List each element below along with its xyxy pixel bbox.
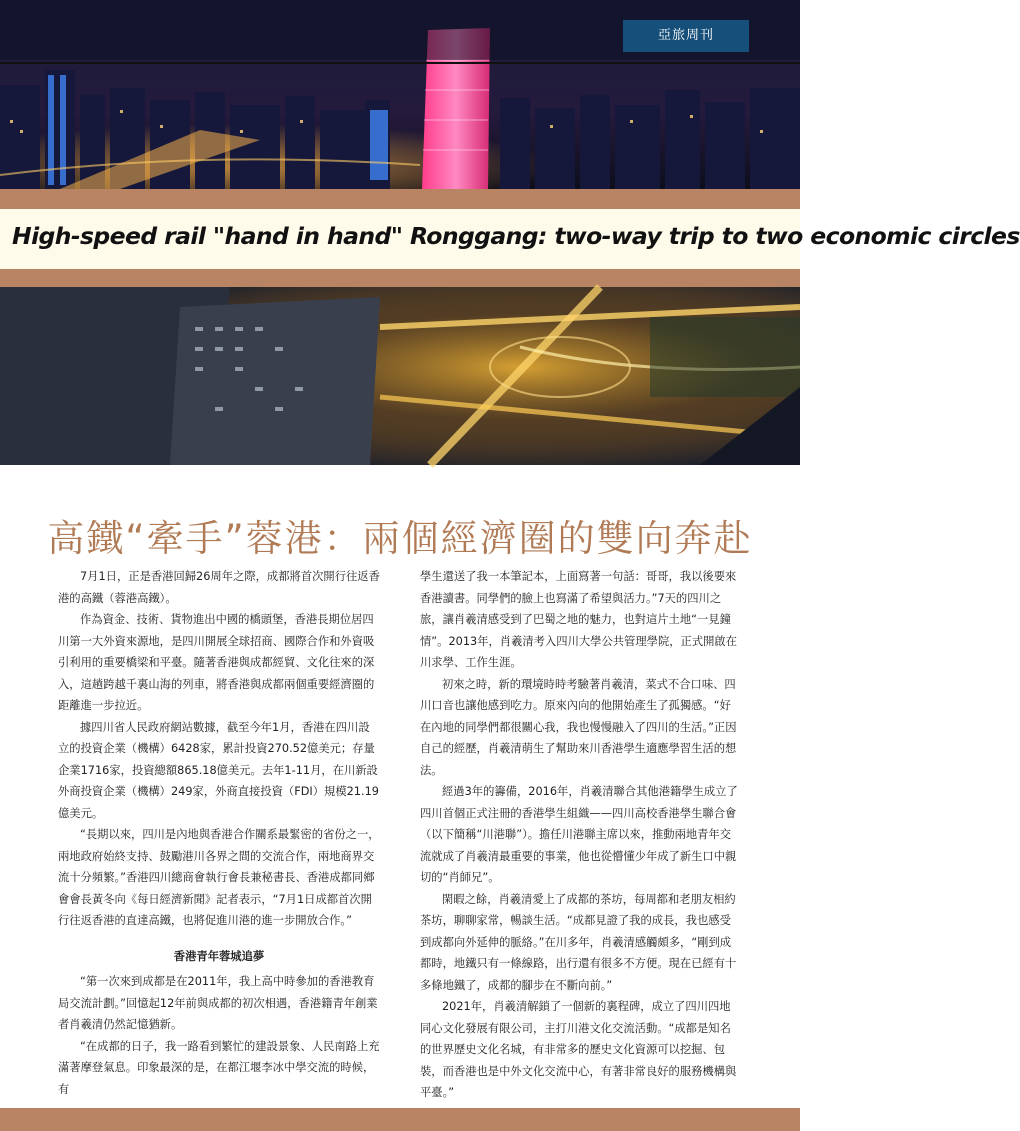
paragraph: 作為資金、技術、貨物進出中國的橋頭堡，香港長期位居四川第一大外資來源地，是四川開展全球招商、國際合作和外資吸引利用的重要橋梁和平臺。隨著香港與成都經貿、文化往來的深入，這趟跨越千裏山海的列車，將香港與成都兩個重要經濟圈的距離進一步拉近。: [58, 613, 375, 712]
paragraph: 7月1日，正是香港回歸26周年之際，成都將首次開行往返香港的高鐵（蓉港高鐵）。: [58, 570, 380, 605]
paragraph: “長期以來，四川是內地與香港合作關系最緊密的省份之一，兩地政府始終支持、鼓勵港川各界之間的交流合作，兩地商界交流十分頻繁。”香港四川總商會執行會長兼秘書長、香港成都同鄉會會長黃冬向《每日經濟新聞》記者表示，“7月1日成都首次開行往返香港的直達高鐵，也將促進川港的進一步開放合作。”: [58, 828, 380, 927]
accent-band-top: [0, 189, 800, 209]
paragraph: 閑暇之餘，肖羲清愛上了成都的茶坊，每周都和老朋友相約茶坊，聊聊家常，暢談生活。“成都見證了我的成長，我也感受到成都向外延伸的脈絡。”在川多年，肖羲清感觸頗多，“剛到成都時，地鐵只有一條線路，出行還有很多不方便。現在已經有十多條地鐵了，成都的腳步在不斷向前。”: [420, 892, 737, 992]
section-subheading: 香港青年蓉城追夢: [173, 949, 265, 963]
paragraph: 學生還送了我一本筆記本，上面寫著一句話：哥哥，我以後要來香港讀書。同學們的臉上也寫滿了希望與活力。”7天的四川之旅，讓肖羲清感受到了巴蜀之地的魅力，也對這片土地“一見鐘情”。2013年，肖羲清考入四川大學公共管理學院，正式開啟在川求學、工作生涯。: [420, 570, 738, 669]
article-column-right: [420, 566, 740, 1104]
aerial-intersection-photo: [0, 287, 800, 465]
hero-divider-line: [0, 62, 800, 64]
paragraph: 2021年，肖羲清解鎖了一個新的裏程碑，成立了四川四地同心文化發展有限公司，主打川港文化交流活動。“成都是知名的世界歷史文化名城，有非常多的歷史文化資源可以挖掘、包裝，而香港也是中外文化交流中心，有著非常良好的服務機構與平臺。”: [420, 1000, 737, 1099]
english-headline: High-speed rail "hand in hand" Ronggang: two-way trip to two economic circles: [12, 222, 1020, 250]
paragraph: 初來之時，新的環境時時考驗著肖羲清，菜式不合口味、四川口音也讓他感到吃力。原來內向的他開始產生了孤獨感。“好在內地的同學們都很關心我，我也慢慢融入了四川的生活。”正因自己的經歷，肖羲清萌生了幫助來川香港學生適應學習生活的想法。: [420, 677, 737, 777]
paragraph: “在成都的日子，我一路看到繁忙的建設景象、人民南路上充滿著摩登氣息。印象最深的是，在都江堰李冰中學交流的時候，有: [58, 1039, 380, 1096]
accent-band-middle: [0, 269, 800, 287]
chinese-headline: 高鐵“牽手”蓉港：兩個經濟圈的雙向奔赴: [47, 517, 753, 560]
paragraph: 據四川省人民政府網站數據，截至今年1月，香港在四川設立的投資企業（機構）6428家，累計投資270.52億美元；存量企業1716家，投資總額865.18億美元。去年1-11月，在川新設外商投資企業（機構）249家，外商直接投資（FDI）規模21.19億美元。: [58, 720, 379, 820]
paragraph: “第一次來到成都是在2011年，我上高中時參加的香港教育局交流計劃。”回憶起12年前與成都的初次相遇，香港籍青年創業者肖羲清仍然記憶猶新。: [58, 975, 378, 1031]
publication-badge: 亞旅周刊: [623, 20, 749, 52]
accent-band-bottom: [0, 1108, 800, 1131]
article-column-left: [58, 566, 380, 1100]
paragraph: 經過3年的籌備，2016年，肖羲清聯合其他港籍學生成立了四川首個正式注冊的香港學生組織——四川高校香港學生聯合會（以下簡稱“川港聯”）。擔任川港聯主席以來，推動兩地青年交流就成了肖羲清最重要的事業，他也從懵懂少年成了新生口中親切的“肖師兄”。: [420, 785, 738, 884]
